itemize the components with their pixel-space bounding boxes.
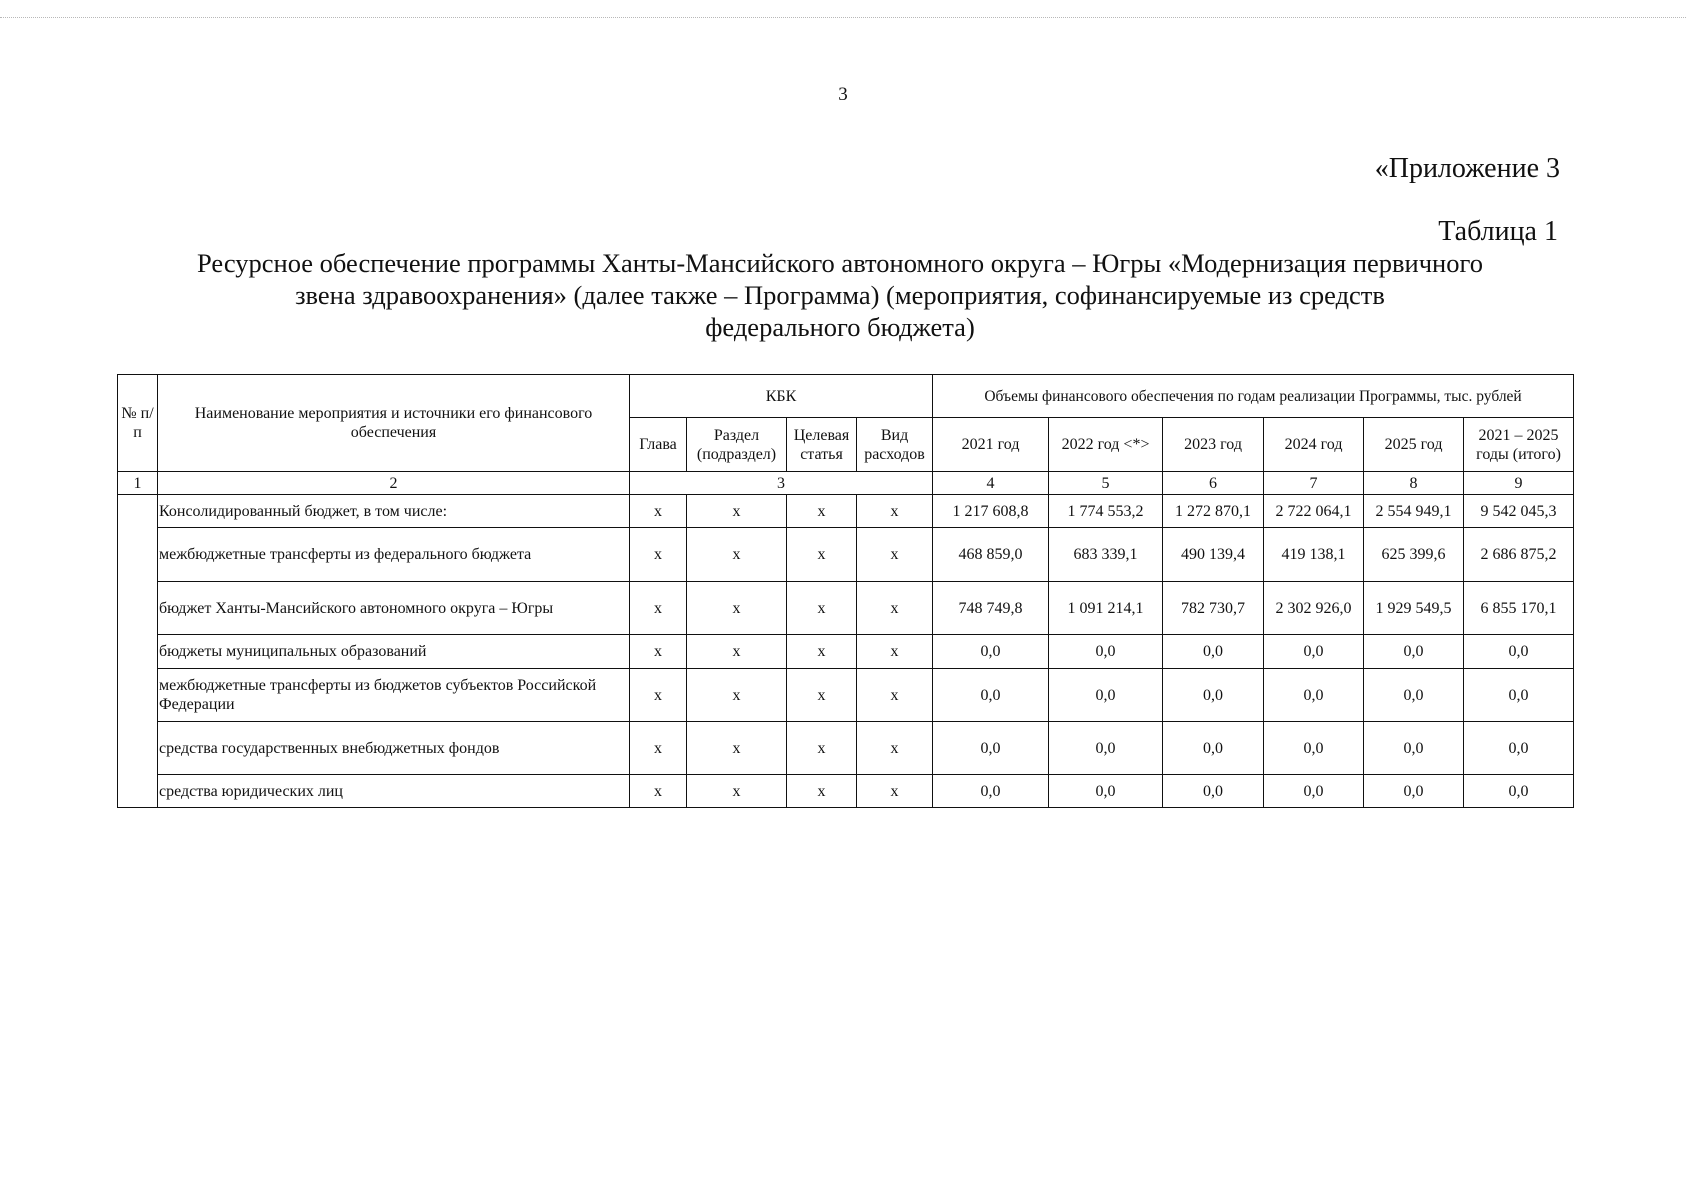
value-cell: 468 859,0 xyxy=(933,528,1049,582)
table-header-row xyxy=(118,375,1574,418)
value-cell: 0,0 xyxy=(1364,775,1464,808)
table-row xyxy=(118,722,1574,775)
value-cell: 0,0 xyxy=(1464,722,1574,775)
value-cell: 0,0 xyxy=(1364,669,1464,722)
value-cell: 1 272 870,1 xyxy=(1163,495,1264,528)
table-row xyxy=(118,582,1574,635)
value-cell: 0,0 xyxy=(933,722,1049,775)
kbk-cell: x xyxy=(687,495,787,528)
value-cell: 0,0 xyxy=(1264,775,1364,808)
kbk-cell: x xyxy=(687,722,787,775)
page-number: 3 xyxy=(838,84,848,105)
header-year-col: 2022 год <*> xyxy=(1049,418,1163,472)
kbk-cell: x xyxy=(857,528,933,582)
row-name: межбюджетные трансферты из бюджетов субъектов Российской Федерации xyxy=(158,669,630,722)
value-cell: 0,0 xyxy=(1464,635,1574,669)
kbk-cell: x xyxy=(687,775,787,808)
value-cell: 0,0 xyxy=(1364,722,1464,775)
kbk-cell: x xyxy=(630,775,687,808)
header-kbk-col: Вид расходов xyxy=(857,418,933,472)
column-index: 1 xyxy=(118,472,158,495)
row-name: бюджеты муниципальных образований xyxy=(158,635,630,669)
header-year-col: 2024 год xyxy=(1264,418,1364,472)
kbk-cell: x xyxy=(787,528,857,582)
table-row xyxy=(118,775,1574,808)
header-num: № п/п xyxy=(118,375,158,472)
column-index-row xyxy=(118,472,1574,495)
value-cell: 0,0 xyxy=(1163,722,1264,775)
value-cell: 625 399,6 xyxy=(1364,528,1464,582)
value-cell: 1 774 553,2 xyxy=(1049,495,1163,528)
value-cell: 0,0 xyxy=(1163,635,1264,669)
column-index: 3 xyxy=(630,472,933,495)
header-year-col: 2023 год xyxy=(1163,418,1264,472)
table-label: Таблица 1 xyxy=(1438,216,1558,247)
value-cell: 2 722 064,1 xyxy=(1264,495,1364,528)
value-cell: 0,0 xyxy=(1264,669,1364,722)
row-name: бюджет Ханты-Мансийского автономного округа – Югры xyxy=(158,582,630,635)
row-name: Консолидированный бюджет, в том числе: xyxy=(158,495,630,528)
kbk-cell: x xyxy=(857,669,933,722)
appendix-label: «Приложение 3 xyxy=(1374,153,1560,184)
kbk-cell: x xyxy=(787,775,857,808)
document-title xyxy=(120,247,1560,343)
value-cell: 1 217 608,8 xyxy=(933,495,1049,528)
value-cell: 0,0 xyxy=(1264,635,1364,669)
value-cell: 0,0 xyxy=(1464,669,1574,722)
value-cell: 0,0 xyxy=(933,635,1049,669)
column-index: 4 xyxy=(933,472,1049,495)
kbk-cell: x xyxy=(787,669,857,722)
value-cell: 0,0 xyxy=(1364,635,1464,669)
value-cell: 419 138,1 xyxy=(1264,528,1364,582)
column-index: 8 xyxy=(1364,472,1464,495)
value-cell: 0,0 xyxy=(933,775,1049,808)
row-name: средства юридических лиц xyxy=(158,775,630,808)
kbk-cell: x xyxy=(687,528,787,582)
value-cell: 0,0 xyxy=(1049,635,1163,669)
title-line: федерального бюджета) xyxy=(705,312,975,342)
value-cell: 0,0 xyxy=(1163,775,1264,808)
header-kbk-col: Глава xyxy=(630,418,687,472)
row-name: межбюджетные трансферты из федерального бюджета xyxy=(158,528,630,582)
title-line: звена здравоохранения» (далее также – Программа) (мероприятия, софинансируемые из средств xyxy=(295,280,1385,310)
resource-table xyxy=(117,374,1574,808)
value-cell: 2 686 875,2 xyxy=(1464,528,1574,582)
scan-edge-line xyxy=(0,17,1686,18)
header-kbk-col: Целевая статья xyxy=(787,418,857,472)
row-name: средства государственных внебюджетных фондов xyxy=(158,722,630,775)
kbk-cell: x xyxy=(630,722,687,775)
header-year-col: 2021 – 2025 годы (итого) xyxy=(1464,418,1574,472)
header-kbk: КБК xyxy=(630,375,933,418)
column-index: 7 xyxy=(1264,472,1364,495)
kbk-cell: x xyxy=(687,635,787,669)
header-year-col: 2021 год xyxy=(933,418,1049,472)
value-cell: 0,0 xyxy=(1163,669,1264,722)
value-cell: 1 091 214,1 xyxy=(1049,582,1163,635)
column-index: 2 xyxy=(158,472,630,495)
value-cell: 9 542 045,3 xyxy=(1464,495,1574,528)
value-cell: 0,0 xyxy=(1049,775,1163,808)
value-cell: 6 855 170,1 xyxy=(1464,582,1574,635)
kbk-cell: x xyxy=(857,582,933,635)
kbk-cell: x xyxy=(787,635,857,669)
table-row xyxy=(118,495,1574,528)
header-name: Наименование мероприятия и источники его финансового обеспечения xyxy=(158,375,630,472)
kbk-cell: x xyxy=(857,495,933,528)
kbk-cell: x xyxy=(630,528,687,582)
value-cell: 490 139,4 xyxy=(1163,528,1264,582)
value-cell: 2 302 926,0 xyxy=(1264,582,1364,635)
value-cell: 2 554 949,1 xyxy=(1364,495,1464,528)
value-cell: 782 730,7 xyxy=(1163,582,1264,635)
row-number-cell xyxy=(118,495,158,808)
kbk-cell: x xyxy=(630,669,687,722)
kbk-cell: x xyxy=(857,775,933,808)
table-row xyxy=(118,669,1574,722)
value-cell: 0,0 xyxy=(1049,722,1163,775)
column-index: 5 xyxy=(1049,472,1163,495)
kbk-cell: x xyxy=(687,669,787,722)
header-year-col: 2025 год xyxy=(1364,418,1464,472)
column-index: 9 xyxy=(1464,472,1574,495)
value-cell: 0,0 xyxy=(1049,669,1163,722)
table-row xyxy=(118,528,1574,582)
kbk-cell: x xyxy=(787,722,857,775)
value-cell: 0,0 xyxy=(1264,722,1364,775)
title-line: Ресурсное обеспечение программы Ханты-Мансийского автономного округа – Югры «Модернизация первичного xyxy=(197,248,1483,278)
value-cell: 683 339,1 xyxy=(1049,528,1163,582)
kbk-cell: x xyxy=(857,635,933,669)
kbk-cell: x xyxy=(630,635,687,669)
value-cell: 0,0 xyxy=(1464,775,1574,808)
kbk-cell: x xyxy=(687,582,787,635)
kbk-cell: x xyxy=(787,495,857,528)
header-volumes: Объемы финансового обеспечения по годам реализации Программы, тыс. рублей xyxy=(933,375,1574,418)
value-cell: 748 749,8 xyxy=(933,582,1049,635)
kbk-cell: x xyxy=(857,722,933,775)
table-row xyxy=(118,635,1574,669)
value-cell: 0,0 xyxy=(933,669,1049,722)
kbk-cell: x xyxy=(630,495,687,528)
kbk-cell: x xyxy=(787,582,857,635)
value-cell: 1 929 549,5 xyxy=(1364,582,1464,635)
column-index: 6 xyxy=(1163,472,1264,495)
header-kbk-col: Раздел (подраздел) xyxy=(687,418,787,472)
kbk-cell: x xyxy=(630,582,687,635)
